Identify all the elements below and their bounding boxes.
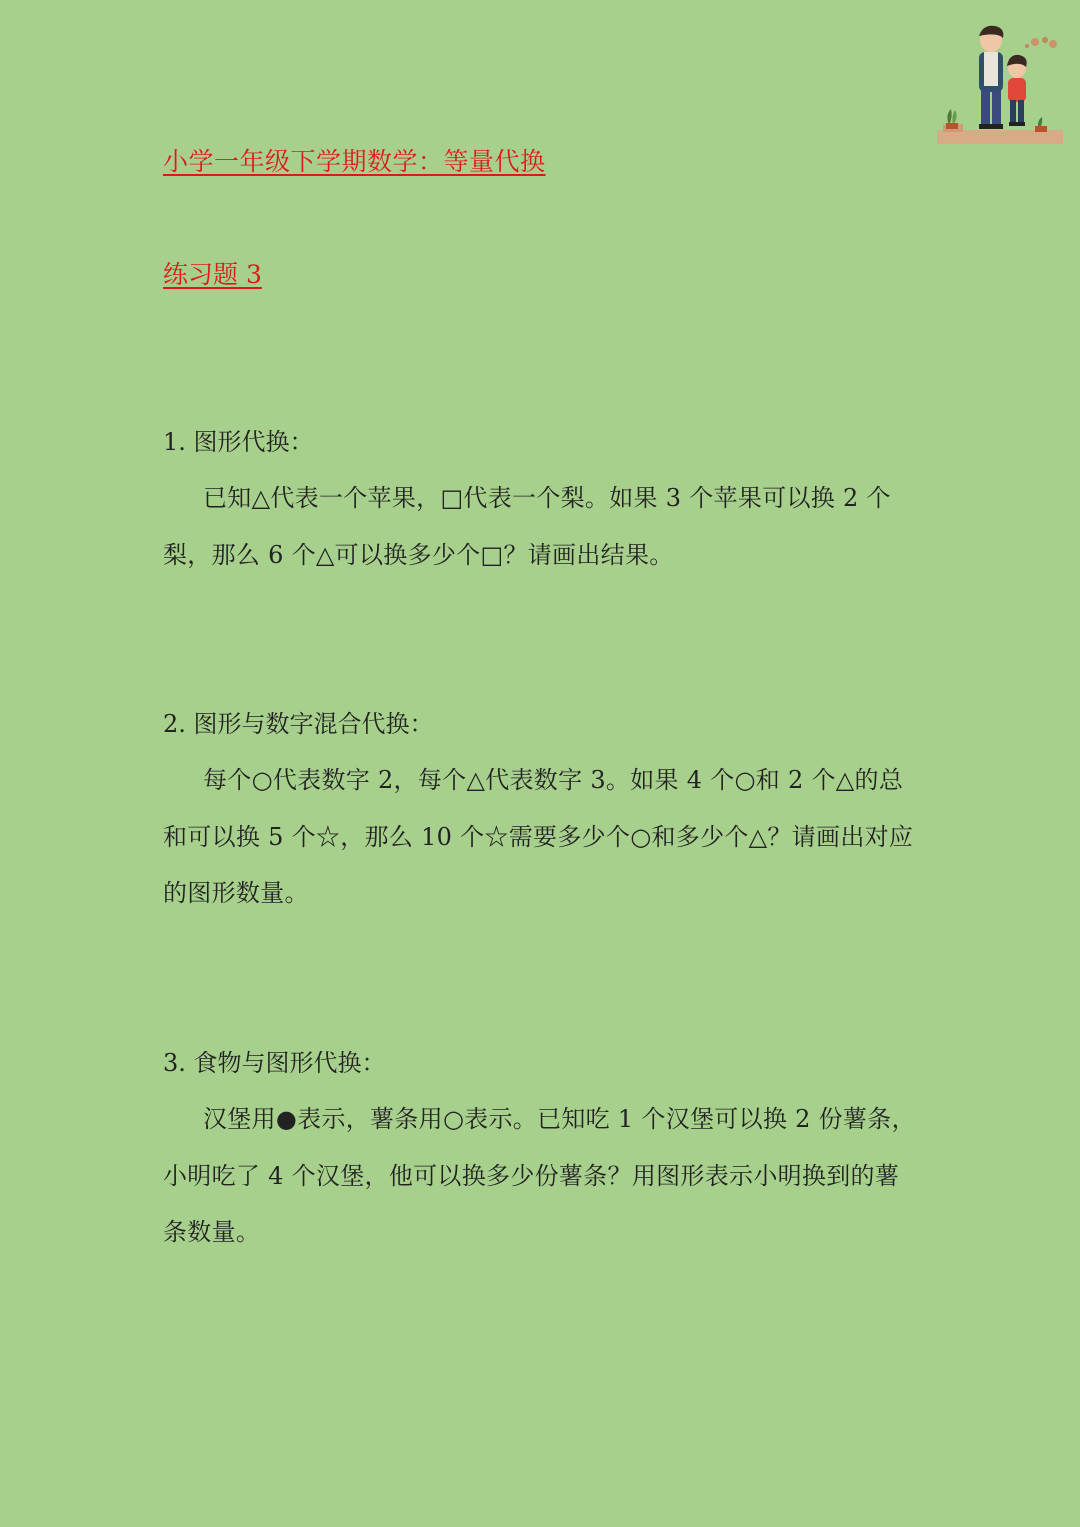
problem-heading: 3. 食物与图形代换：: [163, 1049, 386, 1077]
problem-heading: 2. 图形与数字混合代换：: [163, 710, 434, 738]
problem-3: [163, 1035, 923, 1261]
problem-text: 汉堡用●表示，薯条用○表示。已知吃 1 个汉堡可以换 2 份薯条，小明吃了 4 个汉堡，他可以换多少份薯条？用图形表示小明换到的薯条数量。: [163, 1105, 916, 1246]
problem-1: [163, 414, 923, 583]
problem-heading: 1. 图形代换：: [163, 428, 314, 456]
page-title: 小学一年级下学期数学：等量代换: [163, 147, 546, 176]
problem-text: 每个○代表数字 2，每个△代表数字 3。如果 4 个○和 2 个△的总和可以换 5 个☆，那么 10 个☆需要多少个○和多少个△？请画出对应的图形数量。: [163, 766, 914, 907]
father-child-illustration: [935, 20, 1065, 148]
problem-text: 已知△代表一个苹果，□代表一个梨。如果 3 个苹果可以换 2 个梨，那么 6 个△可以换多少个□？请画出结果。: [163, 484, 891, 569]
problem-2: [163, 696, 923, 922]
exercise-subtitle: 练习题 3: [163, 260, 262, 289]
